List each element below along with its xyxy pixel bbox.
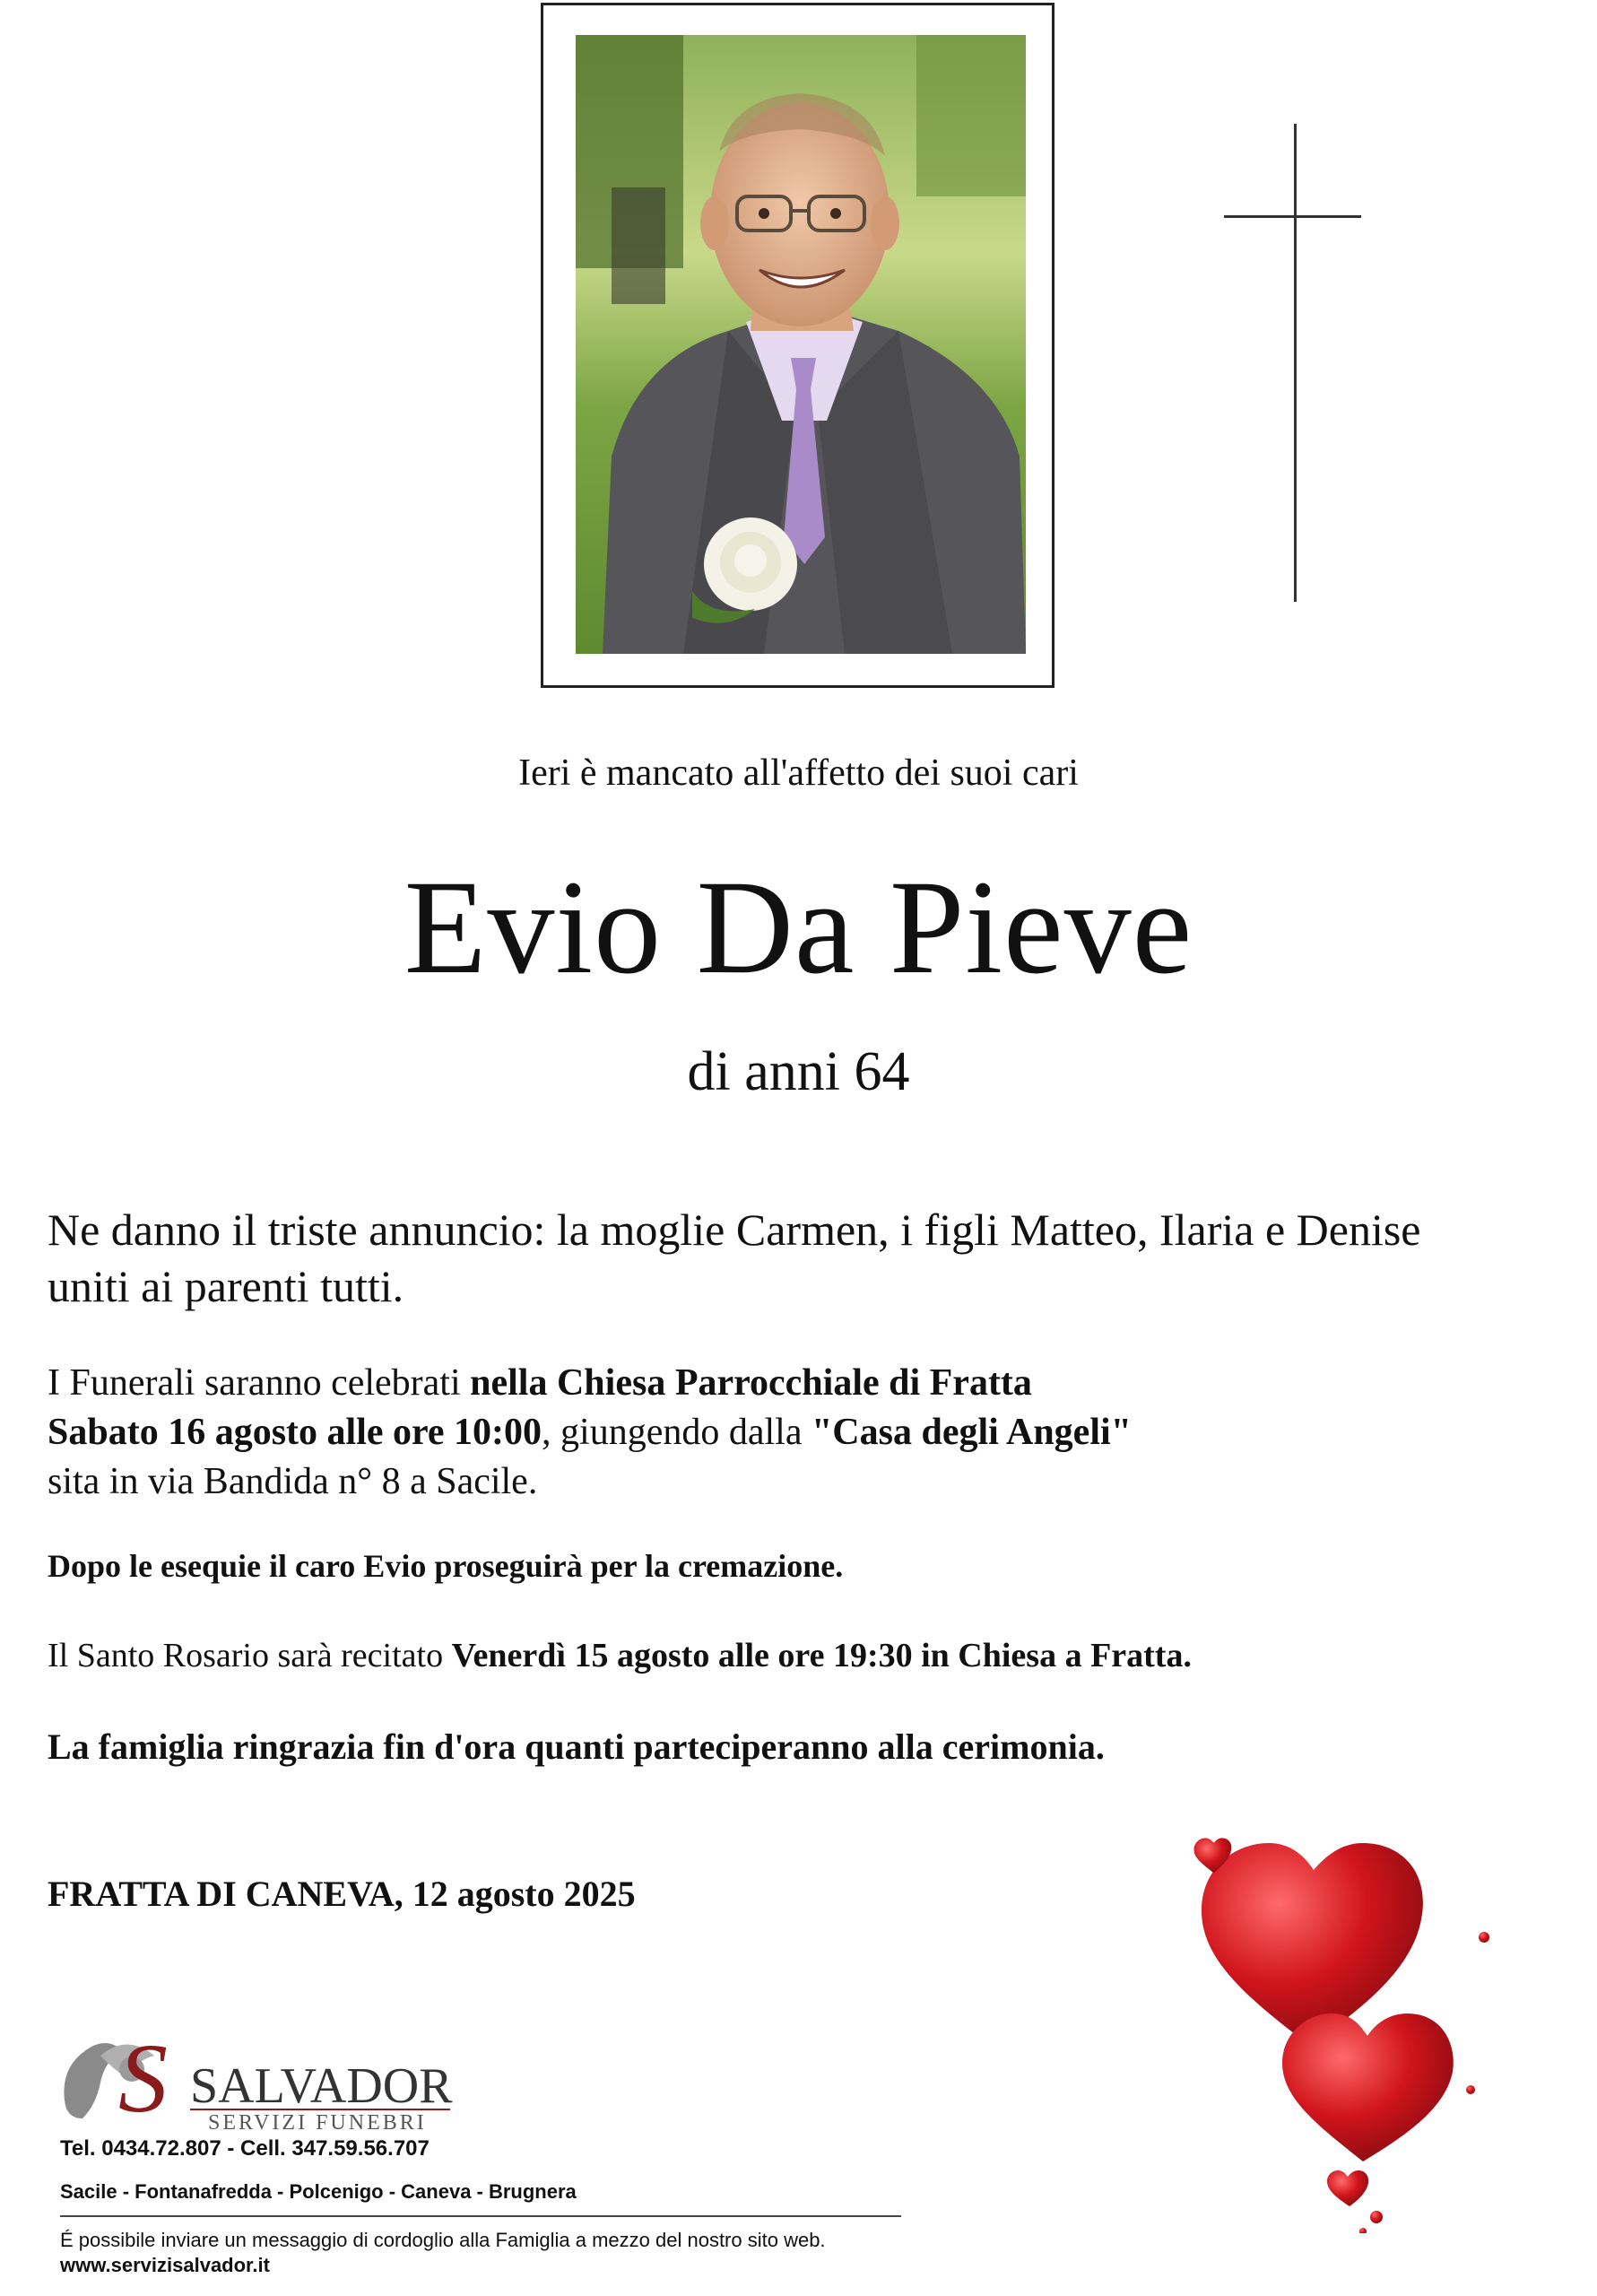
thanks-text: La famiglia ringrazia fin d'ora quanti parteciperanno alla cerimonia. bbox=[48, 1726, 1105, 1767]
funeral-details bbox=[48, 1359, 1446, 1507]
website-link: www.servizisalvador.it bbox=[60, 2254, 270, 2276]
contact-phones: Tel. 0434.72.807 - Cell. 347.59.56.707 bbox=[60, 2136, 430, 2161]
funeral-text-2: , giungendo dalla bbox=[542, 1412, 812, 1453]
condolence-note: É possibile inviare un messaggio di cordoglio alla Famiglia a mezzo del nostro sito web. bbox=[60, 2229, 826, 2251]
logo-subtitle: SERVIZI FUNEBRI bbox=[208, 2111, 427, 2135]
announcement-text: Ne danno il triste annuncio: la moglie Carmen, i figli Matteo, Ilaria e Denise uniti ai parenti tutti. bbox=[48, 1205, 1421, 1311]
service-towns: Sacile - Fontanafredda - Polcenigo - Caneva - Brugnera bbox=[60, 2180, 577, 2203]
photo-frame bbox=[541, 3, 1055, 688]
portrait-illustration bbox=[576, 35, 1026, 654]
angel-logo-icon bbox=[56, 2029, 468, 2136]
deceased-name: Evio Da Pieve bbox=[404, 853, 1193, 1002]
logo-name: SALVADOR bbox=[190, 2058, 453, 2114]
funeral-datetime: Sabato 16 agosto alle ore 10:00 bbox=[48, 1412, 542, 1453]
funeral-origin: "Casa degli Angeli" bbox=[811, 1412, 1132, 1453]
svg-text:S: S bbox=[118, 2029, 168, 2133]
funeral-address: sita in via Bandida n° 8 a Sacile. bbox=[48, 1461, 538, 1502]
rosary-datetime: Venerdì 15 agosto alle ore 19:30 in Chiesa a Fratta. bbox=[451, 1637, 1192, 1674]
rosary-text: Il Santo Rosario sarà recitato bbox=[48, 1637, 452, 1674]
funeral-church: nella Chiesa Parrocchiale di Fratta bbox=[470, 1362, 1032, 1404]
footer-divider bbox=[60, 2215, 901, 2217]
deceased-age: di anni 64 bbox=[687, 1041, 910, 1102]
intro-text: Ieri è mancato all'affetto dei suoi cari bbox=[518, 752, 1079, 794]
rosary-details bbox=[48, 1636, 1446, 1675]
salvador-logo bbox=[56, 2029, 468, 2136]
funeral-text: I Funerali saranno celebrati bbox=[48, 1362, 471, 1404]
cremation-text: Dopo le esequie il caro Evio proseguirà per la cremazione. bbox=[48, 1548, 844, 1584]
hearts-icon bbox=[1184, 1821, 1524, 2233]
portrait-photo bbox=[576, 35, 1026, 654]
cross-icon bbox=[1294, 124, 1297, 602]
cross-icon-bar bbox=[1224, 215, 1361, 218]
place-date: FRATTA DI CANEVA, 12 agosto 2025 bbox=[48, 1874, 636, 1914]
